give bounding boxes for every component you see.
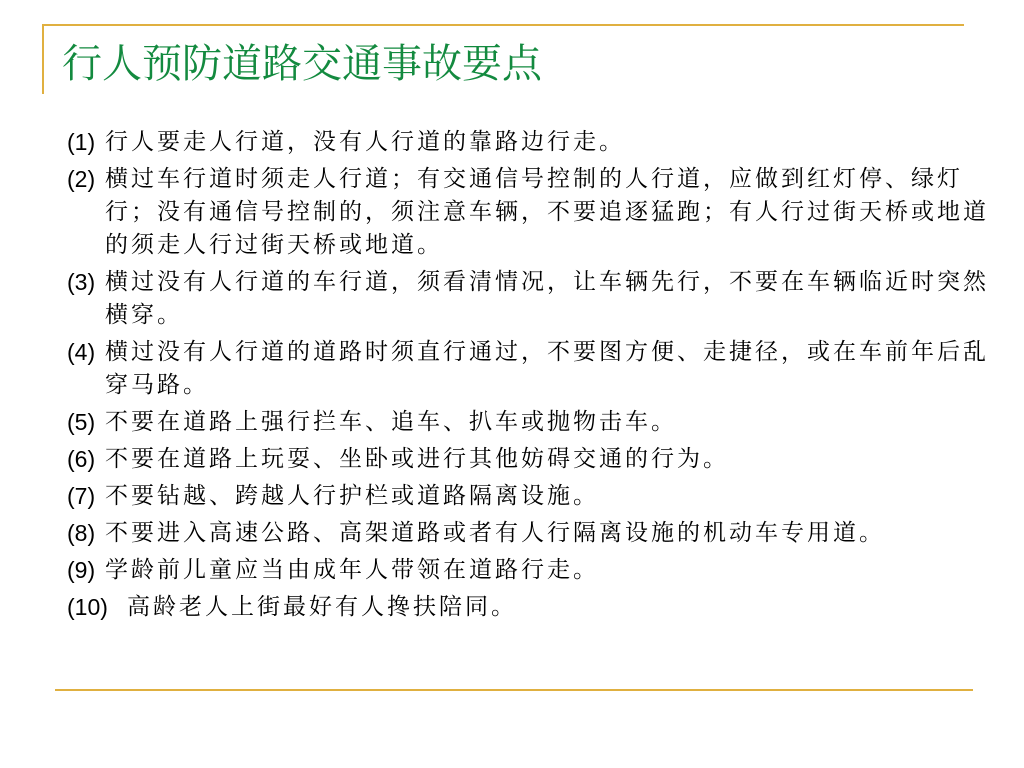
item-number: (5) [67, 409, 96, 435]
item-number: (6) [67, 446, 96, 472]
item-text: 不要在道路上玩耍、坐卧或进行其他妨碍交通的行为。 [105, 446, 729, 472]
item-text: 横过没有人行道的道路时须直行通过，不要图方便、走捷径，或在车前年后乱穿马路。 [105, 339, 989, 398]
list-item [67, 126, 997, 159]
list-item [67, 443, 997, 476]
item-text: 高龄老人上街最好有人搀扶陪同。 [127, 594, 517, 620]
list-item [67, 591, 997, 624]
list-item [67, 406, 997, 439]
item-number: (3) [67, 269, 96, 295]
list-item [67, 163, 997, 262]
item-number: (4) [67, 339, 96, 365]
item-text: 不要进入高速公路、高架道路或者有人行隔离设施的机动车专用道。 [105, 520, 885, 546]
item-number: (10) [67, 594, 108, 620]
list-item [67, 480, 997, 513]
list-item [67, 336, 997, 402]
item-number: (9) [67, 557, 96, 583]
item-number: (2) [67, 166, 96, 192]
item-text: 学龄前儿童应当由成年人带领在道路行走。 [105, 557, 599, 583]
item-number: (7) [67, 483, 96, 509]
list-item [67, 266, 997, 332]
item-number: (8) [67, 520, 96, 546]
content-list [67, 126, 997, 628]
list-item [67, 517, 997, 550]
item-text: 行人要走人行道，没有人行道的靠路边行走。 [105, 129, 625, 155]
top-divider [42, 24, 964, 26]
left-divider [42, 24, 44, 94]
list-item [67, 554, 997, 587]
item-number: (1) [67, 129, 96, 155]
item-text: 不要在道路上强行拦车、追车、扒车或抛物击车。 [105, 409, 677, 435]
item-text: 横过车行道时须走人行道；有交通信号控制的人行道，应做到红灯停、绿灯行；没有通信号控制的，须注意车辆，不要追逐猛跑；有人行过街天桥或地道的须走人行过街天桥或地道。 [105, 166, 989, 258]
item-text: 不要钻越、跨越人行护栏或道路隔离设施。 [105, 483, 599, 509]
item-text: 横过没有人行道的车行道，须看清情况，让车辆先行，不要在车辆临近时突然横穿。 [105, 269, 989, 328]
bottom-divider [55, 689, 973, 691]
slide-title: 行人预防道路交通事故要点 [62, 41, 542, 87]
